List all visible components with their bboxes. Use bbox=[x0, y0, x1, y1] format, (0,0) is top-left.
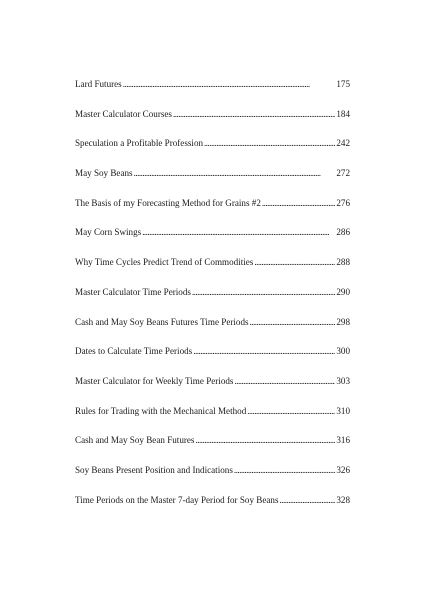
toc-entry bbox=[75, 494, 350, 524]
toc-entry-title: May Corn Swings bbox=[75, 227, 142, 238]
toc-entry bbox=[75, 464, 350, 494]
toc-entry-page: 290 bbox=[336, 286, 350, 297]
toc-entry-page: 298 bbox=[336, 316, 350, 327]
toc-entry bbox=[75, 108, 350, 138]
toc-entry-page: 242 bbox=[336, 138, 350, 149]
toc-entry bbox=[75, 256, 350, 286]
toc-entry bbox=[75, 137, 350, 167]
toc-entry bbox=[75, 286, 350, 316]
dot-leader bbox=[280, 494, 336, 506]
toc-entry-title: Cash and May Soy Bean Futures bbox=[75, 435, 195, 446]
toc-entry-title: Speculation a Profitable Profession bbox=[75, 138, 204, 149]
toc-entry-title: Rules for Trading with the Mechanical Method bbox=[75, 405, 247, 416]
toc-entry bbox=[75, 345, 350, 375]
dot-leader bbox=[262, 197, 335, 209]
toc-entry-page: 184 bbox=[336, 108, 350, 119]
toc-entry-page: 276 bbox=[336, 197, 350, 208]
toc-entry bbox=[75, 434, 350, 464]
dot-leader bbox=[193, 345, 335, 357]
dot-leader bbox=[192, 286, 335, 298]
toc-entry-title: Master Calculator Time Periods bbox=[75, 286, 191, 297]
dot-leader bbox=[123, 78, 336, 90]
dot-leader bbox=[142, 226, 335, 238]
toc-entry-page: 326 bbox=[336, 464, 350, 475]
toc-entry-page: 300 bbox=[336, 346, 350, 357]
table-of-contents bbox=[75, 78, 350, 523]
toc-entry-title: Soy Beans Present Position and Indications bbox=[75, 464, 233, 475]
dot-leader bbox=[234, 464, 335, 476]
toc-entry bbox=[75, 78, 350, 108]
toc-entry-title: Why Time Cycles Predict Trend of Commodities bbox=[75, 257, 254, 268]
toc-entry-page: 316 bbox=[336, 435, 350, 446]
toc-entry-title: May Soy Beans bbox=[75, 168, 133, 179]
dot-leader bbox=[173, 108, 335, 120]
toc-entry-title: The Basis of my Forecasting Method for Grains #2 bbox=[75, 197, 261, 208]
toc-entry bbox=[75, 316, 350, 346]
toc-entry-title: Dates to Calculate Time Periods bbox=[75, 346, 193, 357]
toc-entry-page: 288 bbox=[336, 257, 350, 268]
dot-leader bbox=[204, 137, 335, 149]
toc-entry-title: Time Periods on the Master 7-day Period for Soy Beans bbox=[75, 494, 279, 505]
dot-leader bbox=[254, 256, 335, 268]
toc-entry bbox=[75, 167, 350, 197]
dot-leader bbox=[250, 316, 336, 328]
toc-entry bbox=[75, 375, 350, 405]
toc-entry bbox=[75, 405, 350, 435]
toc-entry-title: Lard Futures bbox=[75, 79, 122, 89]
toc-entry-page: 286 bbox=[336, 227, 350, 238]
dot-leader bbox=[195, 434, 335, 446]
toc-entry bbox=[75, 226, 350, 256]
toc-entry-page: 303 bbox=[336, 375, 350, 386]
toc-entry-title: Master Calculator for Weekly Time Periods bbox=[75, 375, 234, 386]
toc-entry-page: 272 bbox=[336, 168, 350, 179]
toc-entry-page: 328 bbox=[336, 494, 350, 505]
dot-leader bbox=[134, 167, 336, 179]
toc-entry-page: 310 bbox=[336, 405, 350, 416]
toc-entry-page: 175 bbox=[336, 79, 350, 89]
toc-entry-title: Cash and May Soy Beans Futures Time Periods bbox=[75, 316, 249, 327]
toc-entry-title: Master Calculator Courses bbox=[75, 108, 172, 119]
toc-entry bbox=[75, 197, 350, 227]
dot-leader bbox=[234, 375, 335, 387]
dot-leader bbox=[247, 405, 335, 417]
